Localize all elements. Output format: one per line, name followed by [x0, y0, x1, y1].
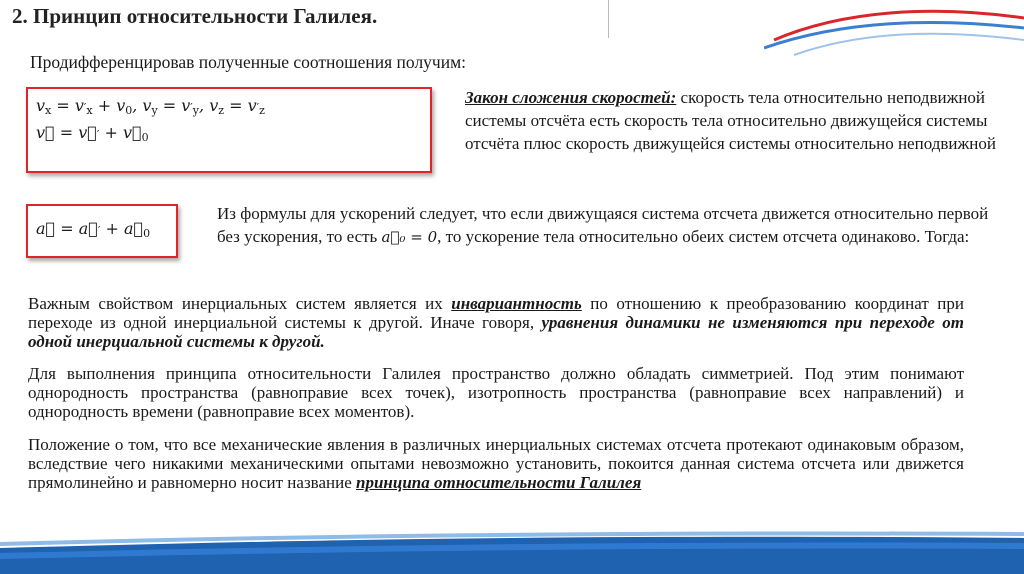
law-label: Закон сложения скоростей:: [465, 88, 677, 107]
slide-title: 2. Принцип относительности Галилея.: [12, 4, 378, 28]
bottom-wave-bar: [0, 526, 1024, 574]
decorative-waves: [764, 0, 1024, 60]
paragraph-invariance: [28, 294, 964, 351]
acceleration-text: [217, 202, 997, 249]
p3-principle-term: принципа относительности Галилея: [356, 473, 642, 492]
formula-line-1: $v_x = v'_x + v_0$, $v_y = v'_y$, $v_z = v'_z$: [36, 96, 265, 117]
paragraph-symmetry: Для выполнения принципа относительности Галилея пространство должно обладать симметрией. Под этим понимают однородность пространства (равноправие всех точек), изотропность пространства (равноправие всех направлений) и однородность времени (равноправие всех моментов).: [28, 364, 964, 421]
law-text: скорость тела относительно неподвижной системы отсчёта есть скорость тела относительно движущейся системы отсчёта плюс скорость движущейся системы относительно неподвижной: [465, 88, 996, 153]
paragraph-galileo: [28, 435, 964, 492]
divider-line: [608, 0, 609, 38]
formula-line-2: v⃗ = v⃗′ + $v⃗_0$: [36, 123, 149, 144]
p3-text-1: Положение о том, что все механические явления в различных инерциальных системах отсчета протекают одинаковым образом, вследствие чего никакими механическими опытами невозможно установить, покоится данная система отсчета или движется прямолинейно и равномерно носит название: [28, 435, 964, 492]
p1-emphasis: уравнения динамики не изменяются при переходе от одной инерциальной системы к другой.: [28, 313, 964, 351]
velocity-addition-law: [465, 86, 1010, 155]
p1-text-3: по отношению к преобразованию координат при переходе из одной инерциальной системы к другой. Иначе говоря,: [28, 294, 964, 332]
velocity-formula: [36, 95, 265, 149]
intro-text: Продифференцировав полученные соотношения получим:: [30, 52, 467, 72]
p1-invariance-term: инвариантность: [451, 294, 582, 313]
accel-text-2: , то ускорение тела относительно обеих систем отсчета одинаково. Тогда:: [437, 227, 970, 246]
p1-text-1: Важным свойством инерциальных систем является их: [28, 294, 452, 313]
acceleration-formula: a⃗ = a⃗′ + $a⃗_0$: [36, 219, 151, 240]
acceleration-formula-box: [26, 204, 178, 258]
velocity-formula-box: [26, 87, 432, 173]
accel-inline-formula: a⃗₀ = 0: [381, 228, 438, 246]
accel-text-1: Из формулы для ускорений следует, что если движущаяся система отсчета движется относительно первой без ускорения, то есть: [217, 204, 989, 246]
